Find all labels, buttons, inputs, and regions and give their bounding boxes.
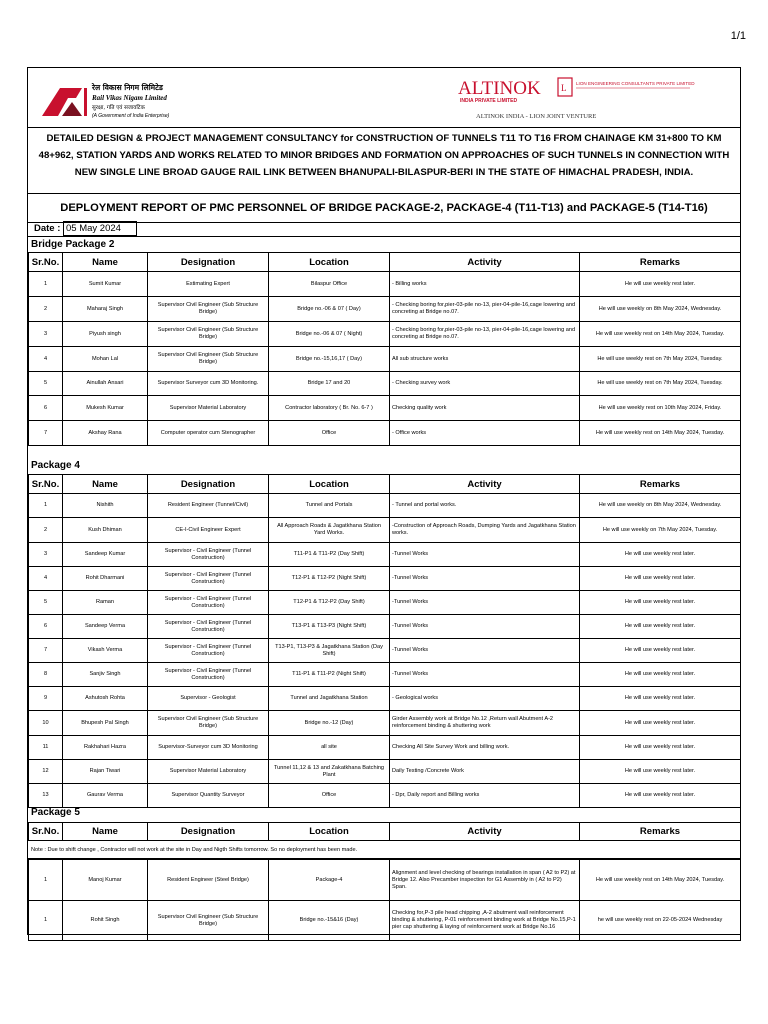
report-sheet: [27, 67, 741, 935]
letterhead: [28, 68, 740, 128]
cell-activity: - Tunnel and portal works.: [390, 494, 580, 518]
cell-remarks: He will use weekly rest later.: [580, 760, 741, 784]
cell-location: T13-P1 & T13-P3 (Night Shift): [269, 615, 390, 639]
cell-remarks: He will use weekly rest on 14th May 2024, Tuesday.: [580, 322, 741, 347]
cell-location: Bridge no.-12 (Day): [269, 711, 390, 736]
cell-designation: CE-I-Civil Engineer Expert: [148, 518, 269, 543]
cell-sr: 10: [29, 711, 63, 736]
cell-remarks: He will use weekly rest later.: [580, 272, 741, 297]
cell-designation: Supervisor Quantity Surveyor: [148, 784, 269, 808]
package-5-note: Note : Due to shift change , Contractor will not work at the site in Day and Nigth Shifts tomorrow. So no deployment has been made.: [28, 841, 740, 859]
cell-name: Manoj Kumar: [63, 860, 148, 901]
table-row: [29, 591, 741, 615]
cell-activity: -Tunnel Works: [390, 567, 580, 591]
cell-location: T12-P1 & T12-P2 (Night Shift): [269, 567, 390, 591]
table-row: [29, 322, 741, 347]
cell-location: T13-P1, T13-P3 & Jagatkhana Station (Day Shift): [269, 639, 390, 663]
table-row: [29, 639, 741, 663]
cell-remarks: He will use weekly rest later.: [580, 687, 741, 711]
cell-name: Maharaj Singh: [63, 297, 148, 322]
date-value: 05 May 2024: [63, 221, 137, 236]
cell-location: Tunnel and Jagatkhana Station: [269, 687, 390, 711]
cell-name: Rohit Dharmani: [63, 567, 148, 591]
cell-sr: 2: [29, 297, 63, 322]
cell-name: Rakhahari Hazra: [63, 736, 148, 760]
section-package-5: Package 5: [31, 807, 80, 818]
cell-designation: Computer operator cum Stenographer: [148, 421, 269, 446]
cell-activity: -Tunnel Works: [390, 663, 580, 687]
cell-remarks: He will use weekly rest later.: [580, 736, 741, 760]
altinok-wordmark: ALTINOK: [458, 78, 541, 99]
col-header-activity: Activity: [390, 253, 580, 272]
cell-designation: Supervisor - Civil Engineer (Tunnel Construction): [148, 663, 269, 687]
cell-activity: -Tunnel Works: [390, 543, 580, 567]
col-header-remarks: Remarks: [580, 253, 741, 272]
report-subtitle: DEPLOYMENT REPORT OF PMC PERSONNEL OF BRIDGE PACKAGE-2, PACKAGE-4 (T11-T13) and PACKAGE-5 (T14-T16): [28, 193, 740, 223]
col-header-activity: Activity: [390, 475, 580, 494]
cell-remarks: He will use weekly rest on 14th May 2024, Tuesday.: [580, 860, 741, 901]
altinok-lion-logo: [458, 74, 698, 124]
table-row: [29, 860, 741, 901]
cell-name: Raman: [63, 591, 148, 615]
table-row: [29, 736, 741, 760]
table-row: [29, 615, 741, 639]
cell-remarks: He will use weekly rest later.: [580, 711, 741, 736]
table-row: [29, 567, 741, 591]
cell-designation: Supervisor Material Laboratory: [148, 396, 269, 421]
cell-remarks: He will use weekly rest on 10th May 2024, Friday.: [580, 396, 741, 421]
table-row: [29, 687, 741, 711]
cell-location: Bridge 17 and 20: [269, 372, 390, 396]
cell-name: Mohan Lal: [63, 347, 148, 372]
col-header-name: Name: [63, 475, 148, 494]
page-number: 1/1: [730, 30, 746, 42]
table-row: [29, 372, 741, 396]
col-header-name: Name: [63, 253, 148, 272]
cell-remarks: He will use weekly rest later.: [580, 784, 741, 808]
cell-location: Bridge no.-15,16,17 ( Day): [269, 347, 390, 372]
logo-tagline: सुरक्षा, गति एवं सजावटिक: [92, 105, 145, 111]
cell-sr: 4: [29, 347, 63, 372]
cell-sr: 6: [29, 615, 63, 639]
cell-remarks: He will use weekly rest later.: [580, 591, 741, 615]
table-row: [29, 901, 741, 941]
svg-text:L: L: [561, 83, 567, 93]
section-package-4: Package 4: [31, 460, 80, 471]
cell-activity: Alignment and level checking of bearings installation in span ( A2 to P2) at Bridge 12. Also Precamber inspection for G1 Assembly in ( A2 to P2) Span.: [390, 860, 580, 901]
cell-name: Nishith: [63, 494, 148, 518]
cell-designation: Supervisor-Surveyor cum 3D Monitoring: [148, 736, 269, 760]
cell-sr: 7: [29, 421, 63, 446]
cell-name: Sandeep Verma: [63, 615, 148, 639]
cell-name: Sanjiv Singh: [63, 663, 148, 687]
cell-activity: - Dpr, Daily report and Billing works: [390, 784, 580, 808]
cell-activity: Girder Assembly work at Bridge No.12 ,Return wall Abutment A-2 reinforcement binding & shuttering work: [390, 711, 580, 736]
cell-name: Rohit Singh: [63, 901, 148, 941]
cell-remarks: He will use weekly on 8th May 2024, Wednesday.: [580, 297, 741, 322]
cell-location: Office: [269, 421, 390, 446]
cell-name: Piyush singh: [63, 322, 148, 347]
cell-location: T11-P1 & T11-P2 (Day Shift): [269, 543, 390, 567]
cell-remarks: He will use weekly rest on 7th May 2024, Tuesday.: [580, 372, 741, 396]
cell-name: Ainullah Ansari: [63, 372, 148, 396]
cell-location: Package-4: [269, 860, 390, 901]
cell-activity: Checking for,P-3 pile head chipping ,A-2 abutment wall reinforcement binding & shuttering, P-01 reinforcement binding work at Bridge No.15,P-1 pier cap shuttering & laying of reinforcement work at Bridge No.16: [390, 901, 580, 941]
cell-sr: 1: [29, 494, 63, 518]
lion-wordmark: LION ENGINEERING CONSULTANTS PRIVATE LIMITED: [576, 81, 695, 86]
cell-sr: 12: [29, 760, 63, 784]
package-4-table: [28, 474, 741, 808]
col-header-location: Location: [269, 253, 390, 272]
cell-sr: 11: [29, 736, 63, 760]
logo-gov: (A Government of India Enterprise): [92, 113, 170, 119]
col-header-designation: Designation: [148, 253, 269, 272]
col-header-location: Location: [269, 823, 390, 841]
cell-designation: Supervisor Civil Engineer (Sub Structure Bridge): [148, 297, 269, 322]
cell-designation: Supervisor - Civil Engineer (Tunnel Construction): [148, 567, 269, 591]
cell-designation: Resident Engineer (Steel Bridge): [148, 860, 269, 901]
cell-remarks: He will use weekly rest on 7th May 2024, Tuesday.: [580, 347, 741, 372]
cell-remarks: He will use weekly on 7th May 2024, Tuesday.: [580, 518, 741, 543]
cell-location: Office: [269, 784, 390, 808]
cell-activity: - Checking boring for,pier-03-pile no-13, pier-04-pile-16,cage lowering and concreting at Bridge no.07.: [390, 297, 580, 322]
col-header-sr: Sr.No.: [29, 823, 63, 841]
date-row: [28, 221, 740, 236]
col-header-designation: Designation: [148, 475, 269, 494]
cell-activity: - Billing works: [390, 272, 580, 297]
cell-designation: Supervisor - Civil Engineer (Tunnel Construction): [148, 543, 269, 567]
cell-activity: - Checking boring for,pier-03-pile no-13, pier-04-pile-16,cage lowering and concreting at Bridge no.07.: [390, 322, 580, 347]
package-5-header-table: [28, 822, 741, 841]
cell-sr: 2: [29, 518, 63, 543]
cell-sr: 3: [29, 322, 63, 347]
table-row: [29, 760, 741, 784]
col-header-activity: Activity: [390, 823, 580, 841]
cell-location: Bilaspur Office: [269, 272, 390, 297]
col-header-remarks: Remarks: [580, 823, 741, 841]
cell-designation: Resident Engineer (Tunnel/Civil): [148, 494, 269, 518]
table-row: [29, 421, 741, 446]
col-header-name: Name: [63, 823, 148, 841]
cell-sr: 6: [29, 396, 63, 421]
cell-location: Bridge no.-15&16 (Day): [269, 901, 390, 941]
col-header-remarks: Remarks: [580, 475, 741, 494]
cell-name: Kush Dhiman: [63, 518, 148, 543]
cell-activity: -Tunnel Works: [390, 615, 580, 639]
cell-location: all site: [269, 736, 390, 760]
cell-sr: 1: [29, 901, 63, 941]
table-row: [29, 297, 741, 322]
bridge-package-2-table: [28, 252, 741, 446]
cell-location: T11-P1 & T11-P2 (Night Shift): [269, 663, 390, 687]
cell-location: Bridge no.-06 & 07 ( Night): [269, 322, 390, 347]
package-5-table: [28, 859, 741, 941]
cell-name: Bhupesh Pal Singh: [63, 711, 148, 736]
cell-remarks: He will use weekly on 8th May 2024, Wednesday.: [580, 494, 741, 518]
cell-sr: 1: [29, 860, 63, 901]
cell-designation: Supervisor Surveyor cum 3D Monitoring.: [148, 372, 269, 396]
table-row: [29, 347, 741, 372]
cell-activity: Daily Testing /Concrete Work: [390, 760, 580, 784]
cell-sr: 5: [29, 591, 63, 615]
cell-activity: Checking quality work: [390, 396, 580, 421]
table-row: [29, 663, 741, 687]
cell-designation: Supervisor - Civil Engineer (Tunnel Construction): [148, 591, 269, 615]
jv-caption: ALTINOK INDIA - LION JOINT VENTURE: [476, 113, 597, 120]
cell-sr: 7: [29, 639, 63, 663]
cell-designation: Supervisor - Civil Engineer (Tunnel Construction): [148, 615, 269, 639]
cell-sr: 13: [29, 784, 63, 808]
table-row: [29, 272, 741, 297]
cell-sr: 4: [29, 567, 63, 591]
cell-remarks: He will use weekly rest later.: [580, 567, 741, 591]
cell-location: All Approach Roads & Jagatkhana Station Yard Works.: [269, 518, 390, 543]
col-header-location: Location: [269, 475, 390, 494]
cell-activity: All sub structure works: [390, 347, 580, 372]
cell-activity: - Office works: [390, 421, 580, 446]
col-header-designation: Designation: [148, 823, 269, 841]
cell-remarks: He will use weekly rest later.: [580, 543, 741, 567]
table-row: [29, 396, 741, 421]
cell-location: Contractor laboratory ( Br. No. 6-7 ): [269, 396, 390, 421]
cell-designation: Supervisor Civil Engineer (Sub Structure Bridge): [148, 347, 269, 372]
cell-location: Tunnel 11,12 & 13 and Zakatkhana Batching Plant: [269, 760, 390, 784]
table-row: [29, 711, 741, 736]
cell-sr: 3: [29, 543, 63, 567]
cell-sr: 1: [29, 272, 63, 297]
cell-location: Tunnel and Portals: [269, 494, 390, 518]
table-row: [29, 543, 741, 567]
cell-name: Akshay Rana: [63, 421, 148, 446]
cell-remarks: He will use weekly rest later.: [580, 615, 741, 639]
cell-designation: Estimating Expert: [148, 272, 269, 297]
cell-name: Vikash Verma: [63, 639, 148, 663]
cell-sr: 5: [29, 372, 63, 396]
cell-designation: Supervisor - Geologist: [148, 687, 269, 711]
cell-activity: - Checking survey work: [390, 372, 580, 396]
cell-activity: - Geological works: [390, 687, 580, 711]
cell-designation: Supervisor Material Laboratory: [148, 760, 269, 784]
cell-designation: Supervisor Civil Engineer (Sub Structure Bridge): [148, 322, 269, 347]
col-header-sr: Sr.No.: [29, 475, 63, 494]
cell-name: Sumit Kumar: [63, 272, 148, 297]
rvnl-logo: [38, 76, 228, 124]
cell-name: Sandeep Kumar: [63, 543, 148, 567]
cell-activity: Checking All Site Survey Work and billing work.: [390, 736, 580, 760]
altinok-sub: INDIA PRIVATE LIMITED: [460, 98, 518, 104]
cell-location: Bridge no.-06 & 07 ( Day): [269, 297, 390, 322]
cell-activity: -Tunnel Works: [390, 639, 580, 663]
cell-name: Ashutosh Rohta: [63, 687, 148, 711]
date-label: Date :: [34, 223, 61, 234]
cell-designation: Supervisor - Civil Engineer (Tunnel Construction): [148, 639, 269, 663]
cell-remarks: He will use weekly rest later.: [580, 663, 741, 687]
cell-name: Gaurav Verma: [63, 784, 148, 808]
table-row: [29, 494, 741, 518]
section-bridge-package-2: Bridge Package 2: [28, 236, 740, 252]
cell-designation: Supervisor Civil Engineer (Sub Structure Bridge): [148, 901, 269, 941]
cell-sr: 8: [29, 663, 63, 687]
table-row: [29, 518, 741, 543]
cell-name: Mukesh Kumar: [63, 396, 148, 421]
cell-activity: -Tunnel Works: [390, 591, 580, 615]
logo-english: Rail Vikas Nigam Limited: [92, 94, 167, 102]
cell-name: Rajan Tiwari: [63, 760, 148, 784]
cell-activity: -Construction of Approach Roads, Dumping Yards and Jagatkhana Station works.: [390, 518, 580, 543]
cell-remarks: He will use weekly rest later.: [580, 639, 741, 663]
cell-remarks: He will use weekly rest on 14th May 2024, Tuesday.: [580, 421, 741, 446]
col-header-sr: Sr.No.: [29, 253, 63, 272]
logo-hindi: रेल विकास निगम लिमिटेड: [92, 83, 163, 92]
cell-sr: 9: [29, 687, 63, 711]
cell-location: T12-P1 & T12-P2 (Day Shift): [269, 591, 390, 615]
cell-remarks: he will use weekly rest on 22-05-2024 Wednesday: [580, 901, 741, 941]
cell-designation: Supervisor Civil Engineer (Sub Structure Bridge): [148, 711, 269, 736]
project-title: DETAILED DESIGN & PROJECT MANAGEMENT CONSULTANCY for CONSTRUCTION OF TUNNELS T11 TO T16 FROM CHAINAGE KM 31+800 TO KM 48+962, STATION YARDS AND WORKS RELATED TO MINOR BRIDGES AND FORMATION ON APPROACHES OF SUCH TUNNELS IN CONNECTION WITH NEW SINGLE LINE BROAD GAUGE RAIL LINK BETWEEN BHANUPALI-BILASPUR-BERI IN THE STATE OF HIMACHAL PRADESH, INDIA.: [38, 133, 730, 178]
